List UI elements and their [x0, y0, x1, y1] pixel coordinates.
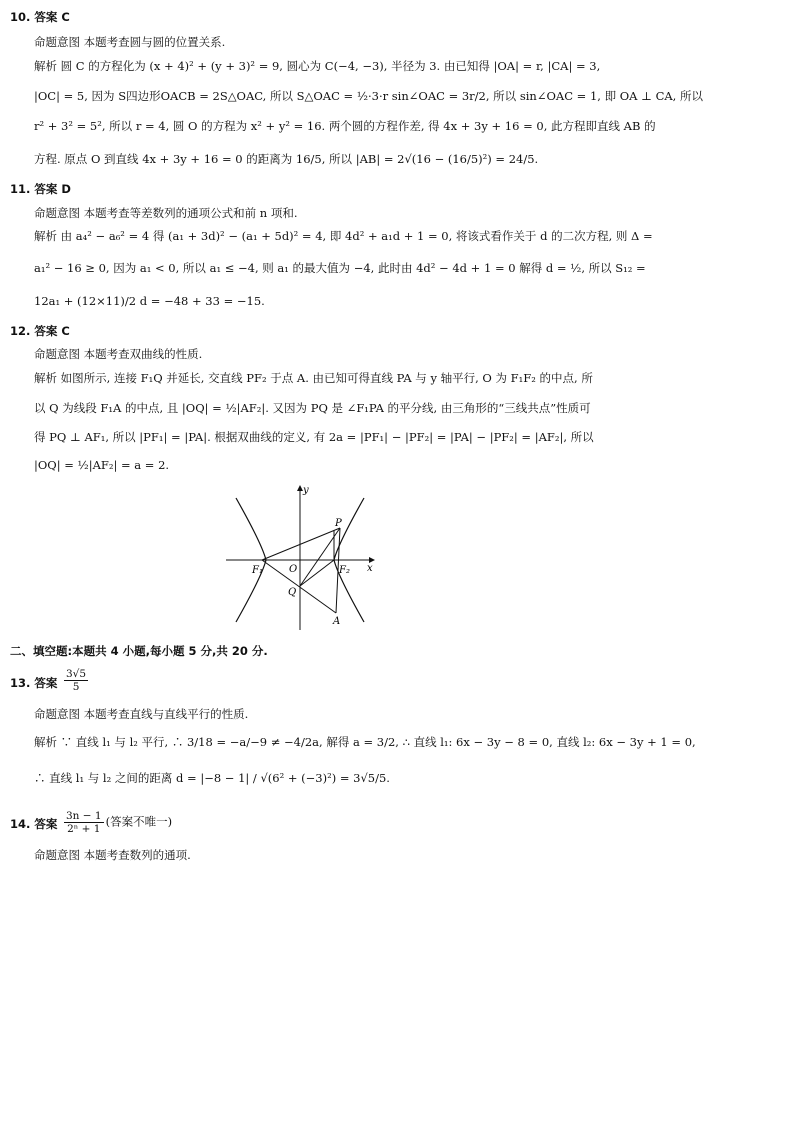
- q12-header: 12. 答案 C: [10, 324, 70, 338]
- q12-solution-line2: 以 Q 为线段 F₁A 的中点, 且 |OQ| = ½|AF₂|. 又因为 PQ 是 ∠F₁PA 的平分线, 由三角形的“三线共点”性质可: [34, 401, 591, 415]
- q10-solution-line2: |OC| = 5, 因为 S四边形OACB = 2S△OAC, 所以 S△OAC = ½·3·r sin∠OAC = 3r/2, 所以 sin∠OAC = 1, 即 OA ⊥ CA, 所以: [34, 89, 703, 103]
- q14-answer-numerator: 3n − 1: [66, 810, 102, 822]
- line-QF2: [300, 560, 334, 586]
- q10-intent: 命题意图 本题考查圆与圆的位置关系.: [34, 35, 226, 49]
- q14-answer: [62, 810, 172, 835]
- q13-answer-denominator: 5: [72, 681, 80, 693]
- label-Q: Q: [288, 587, 297, 598]
- label-F2: F₂: [339, 565, 350, 576]
- q11-intent: 命题意图 本题考查等差数列的通项公式和前 n 项和.: [34, 206, 298, 220]
- q10-header: 10. 答案 C: [10, 10, 70, 24]
- q14-answer-note: (答案不唯一): [105, 814, 173, 829]
- label-x: x: [367, 563, 373, 574]
- q12-solution-line1: 解析 如图所示, 连接 F₁Q 并延长, 交直线 PF₂ 于点 A. 由已知可得直线 PA 与 y 轴平行, O 为 F₁F₂ 的中点, 所: [34, 371, 593, 385]
- q14-intent: 命题意图 本题考查数列的通项.: [34, 848, 191, 862]
- line-F1A: [262, 560, 336, 613]
- q14-answer-denominator: 2ⁿ + 1: [67, 823, 101, 835]
- q12-intent: 命题意图 本题考查双曲线的性质.: [34, 347, 203, 361]
- q10-solution-line4: 方程. 原点 O 到直线 4x + 3y + 16 = 0 的距离为 16/5, 所以 |AB| = 2√(16 − (16/5)²) = 24/5.: [34, 152, 539, 166]
- label-O: O: [289, 564, 298, 575]
- q10-solution-line1: 解析 圆 C 的方程化为 (x + 4)² + (y + 3)² = 9, 圆心为 C(−4, −3), 半径为 3. 由已知得 |OA| = r, |CA| = 3,: [34, 59, 601, 73]
- q11-solution-line1: 解析 由 a₄² − a₆² = 4 得 (a₁ + 3d)² − (a₁ + 5d)² = 4, 即 4d² + a₁d + 1 = 0, 将该式看作关于 d 的二次方程, 则 Δ =: [34, 229, 653, 243]
- q13-answer-numerator: 3√5: [66, 668, 87, 680]
- q13-solution-line2: ∴ 直线 l₁ 与 l₂ 之间的距离 d = |−8 − 1| / √(6² + (−3)²) = 3√5/5.: [34, 771, 390, 785]
- q13-solution-line1: 解析 ∵ 直线 l₁ 与 l₂ 平行, ∴ 3/18 = −a/−9 ≠ −4/2a, 解得 a = 3/2, ∴ 直线 l₁: 6x − 3y − 8 = 0, 直线 l₂: 6x − 3y + 1 = 0,: [34, 735, 696, 749]
- q13-answer: [62, 668, 90, 693]
- label-F1: F₁: [252, 565, 263, 576]
- q11-solution-line3: 12a₁ + (12×11)/2 d = −48 + 33 = −15.: [34, 294, 265, 308]
- label-A: A: [333, 616, 341, 627]
- label-P: P: [335, 518, 342, 529]
- line-F1P: [262, 528, 340, 560]
- q11-solution-line2: a₁² − 16 ≥ 0, 因为 a₁ < 0, 所以 a₁ ≤ −4, 则 a₁ 的最大值为 −4, 此时由 4d² − 4d + 1 = 0 解得 d = ½, 所以 S₁₂ =: [34, 261, 646, 275]
- q13-intent: 命题意图 本题考查直线与直线平行的性质.: [34, 707, 249, 721]
- q12-solution-line4: |OQ| = ½|AF₂| = a = 2.: [34, 458, 170, 472]
- q14-header: 14. 答案: [10, 817, 58, 831]
- q13-header: 13. 答案: [10, 676, 58, 690]
- q11-header: 11. 答案 D: [10, 182, 71, 196]
- label-y: y: [303, 485, 309, 496]
- q10-solution-line3: r² + 3² = 5², 所以 r = 4, 圆 O 的方程为 x² + y² = 16. 两个圆的方程作差, 得 4x + 3y + 16 = 0, 此方程即直线 AB 的: [34, 119, 656, 133]
- section-2-heading: 二、填空题:本题共 4 小题,每小题 5 分,共 20 分.: [10, 644, 268, 658]
- q12-solution-line3: 得 PQ ⊥ AF₁, 所以 |PF₁| = |PA|. 根据双曲线的定义, 有 2a = |PF₁| − |PF₂| = |PA| − |PF₂| = |AF₂|, 所以: [34, 430, 594, 444]
- hyperbola-figure: [222, 482, 382, 634]
